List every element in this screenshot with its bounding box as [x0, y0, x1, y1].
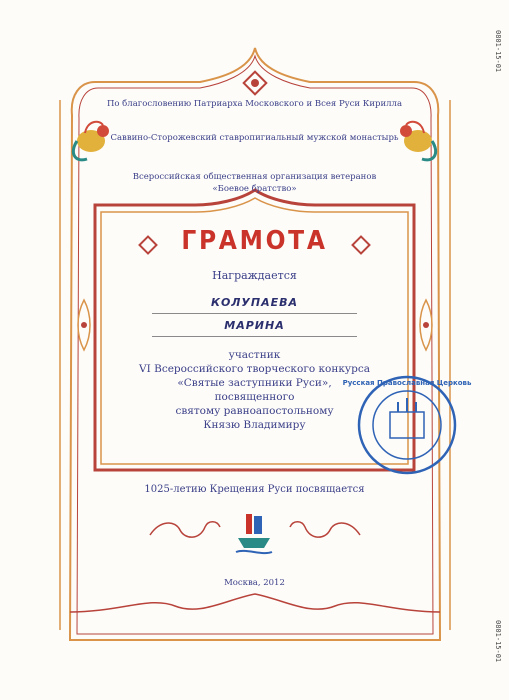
organization-line-1: Всероссийская общественная организация ветеранов [132, 172, 377, 182]
flower-ornament-left [72, 295, 96, 355]
knot-ornament-top [240, 68, 270, 98]
stamp-text: Русская Православная Церковь [342, 379, 472, 387]
body-line: посвященного [214, 391, 295, 403]
flower-ornament-right [414, 295, 438, 355]
side-code-top: 0801-15-01 [494, 30, 502, 73]
blessing-text: По благословению Патриарха Московского и Всея Руси Кирилла [106, 99, 403, 109]
body-line: «Святые заступники Руси», [177, 377, 332, 389]
awarded-label: Награждается [212, 269, 297, 282]
swirl-ornament-left [145, 515, 225, 545]
recipient-surname: КОЛУПАЕВА [152, 296, 357, 314]
body-line: участник [228, 349, 281, 361]
recipient-first-name: МАРИНА [152, 319, 357, 337]
body-line: святому равноапостольному [175, 405, 334, 417]
city-year: Москва, 2012 [224, 578, 285, 588]
side-code-bottom: 0801-15-01 [494, 620, 502, 663]
ship-logo [234, 510, 274, 558]
anniversary-text: 1025-летию Крещения Руси посвящается [144, 484, 365, 495]
body-line: Князю Владимиру [203, 419, 306, 431]
organization-line-2: «Боевое братство» [212, 184, 297, 194]
body-line: VI Всероссийского творческого конкурса [139, 363, 370, 375]
certificate-title: ГРАМОТА [181, 226, 328, 256]
monastery-text: Саввино-Сторожевский ставропигиальный мужской монастырь [110, 133, 399, 143]
swirl-ornament-right [285, 515, 365, 545]
